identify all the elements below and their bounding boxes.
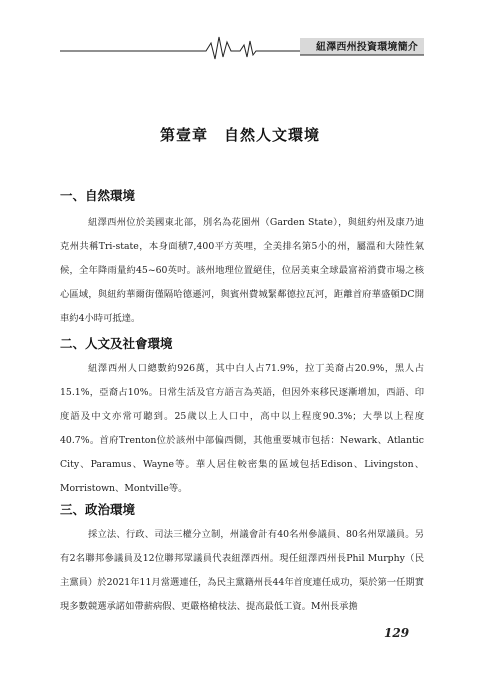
chapter-title: 第壹章 自然人文環境 [159, 126, 320, 144]
section-heading-political: 三、政治環境 [60, 502, 136, 517]
section-heading-natural: 一、自然環境 [60, 188, 136, 203]
header-title: 紐澤西州投資環境簡介 [316, 42, 418, 53]
page-number: 129 [384, 626, 410, 640]
paragraph-social: 紐澤西州人口總數約926萬，其中白人占71.9%，拉丁美裔占20.9%，黑人占15.1%，亞裔占10%。日常生活及官方語言為英語，但因外來移民逐漸增加，西語、印度語及中文亦常可聽到。25歲以上人口中，高中以上程度90.3%；大學以上程度40.7%。首府Trenton位於該州中部偏西側，其他重要城市包括：Newark、Atlantic City、Paramus、Wayne等。華人居住較密集的區域包括Edison、Livingston、Morristown、Montville等。 [60, 363, 424, 494]
paragraph-political: 採立法、行政、司法三權分立制，州議會計有40名州參議員、80名州眾議員。另有2名聯邦參議員及12位聯邦眾議員代表紐澤西州。現任紐澤西州長Phil Murphy（民主黨員）於2021年11月當選連任，為民主黨籍州長44年首度連任成功，渠於第一任期實現多數競選承諾如帶薪病假、更嚴格槍枝法、提高最低工資。M州長承擔 [60, 529, 424, 612]
section-heading-social: 二、人文及社會環境 [60, 336, 173, 351]
paragraph-natural: 紐澤西州位於美國東北部，別名為花園州（Garden State），與紐約州及康乃迪克州共稱Tri-state，本身面積7,400平方英哩，全美排名第5小的州，屬溫和大陸性氣候，全年降雨量約45~60英吋。該州地理位置絕佳，位居美東全球最富裕消費市場之核心區域，與紐約華爾街僅隔哈德遜河，與賓州費城緊鄰德拉瓦河，距離首府華盛頓DC開車約4小時可抵達。 [60, 217, 424, 324]
running-header [0, 28, 480, 64]
